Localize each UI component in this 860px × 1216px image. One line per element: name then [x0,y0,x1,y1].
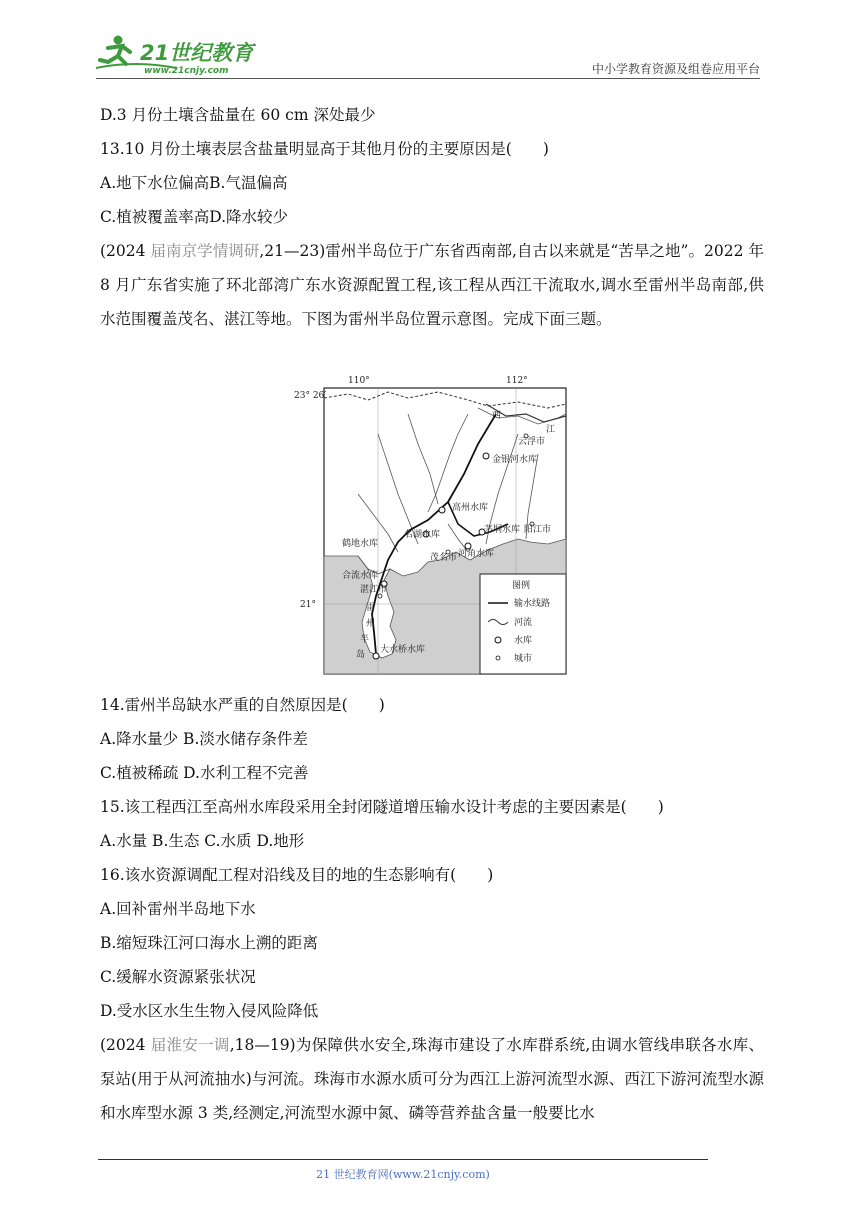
passage-zhuhai [100,1028,764,1130]
label-lugang: 茅垌水库 [484,525,521,535]
footer-link[interactable]: 21 世纪教育网(www.21cnjy.com) [316,1168,490,1181]
label-jiang: 江 [546,425,556,435]
legend-title: 图例 [512,581,531,591]
label-mingshen: 名湖水库 [404,530,441,540]
label-lei-4: 岛 [356,650,366,660]
label-lei-3: 半 [360,635,370,645]
q16-option-a: A.回补雷州半岛地下水 [100,900,256,918]
lat-top: 23° 26′ [294,391,327,401]
passage2-text: ,18—19)为保障供水安全,珠海市建设了水库群系统,由调水管线串联各水库、泵站(用于从河流抽水)与河流。珠海市水源水质可分为西江上游河流型水源、西江下游河流型水源和水库型水源 3 类,经测定,河流型水源中氮、磷等营养盐含量一般要比水 [100,1036,764,1122]
site-logo[interactable] [96,32,266,76]
legend-reservoir: 水库 [514,636,533,646]
q13-options-ab: A.地下水位偏高B.气温偏高 [100,174,288,192]
footer-rule [98,1159,708,1160]
passage-open: (2024 [100,242,146,260]
label-gaozhou: 高州水库 [452,503,489,513]
legend-pipeline: 输水线路 [514,599,551,609]
logo-url: www.21cnjy.com [144,66,229,76]
passage-source: 届南京学情调研 [145,242,260,260]
q12-option-d: D.3 月份土壤含盐量在 60 cm 深处最少 [100,106,376,124]
q14-options-ab: A.降水量少 B.淡水储存条件差 [100,730,308,748]
label-xi: 西 [492,411,502,421]
q13-options-cd: C.植被覆盖率高D.降水较少 [100,208,289,226]
lat-21: 21° [300,600,316,610]
label-lei-1: 雷 [366,603,376,613]
passage2-source: 届淮安一调 [145,1036,230,1054]
label-maoming: 茂名市 [430,553,458,563]
page-content-bottom [100,688,764,1130]
label-dashuiqiao: 大水桥水库 [380,645,426,655]
header-rule [96,78,760,79]
q14-stem: 14.雷州半岛缺水严重的自然原因是( ) [100,696,385,714]
page-header [96,28,760,80]
map-legend [480,574,566,674]
label-hedi: 鹤地水库 [342,539,379,549]
logo-text: 21世纪教育 [140,41,254,65]
q16-stem: 16.该水资源调配工程对沿线及目的地的生态影响有( ) [100,866,494,884]
lon-112: 112° [506,376,528,386]
label-jinyin: 金银河水库 [492,455,538,465]
passage-text: ,21—23)雷州半岛位于广东省西南部,自古以来就是“苦旱之地”。2022 年 8 月广东省实施了环北部湾广东水资源配置工程,该工程从西江干流取水,调水至雷州半岛南部,供水范围覆盖茂名、湛江等地。下图为雷州半岛位置示意图。完成下面三题。 [100,242,764,328]
legend-river: 河流 [514,618,533,628]
label-zhanjiang: 湛江市 [360,585,388,595]
q16-option-d: D.受水区水生生物入侵风险降低 [100,1002,319,1020]
q14-options-cd: C.植被稀疏 D.水利工程不完善 [100,764,309,782]
lon-110: 110° [348,376,370,386]
label-yunfu: 云浮市 [518,437,546,447]
passage-leizhou [100,234,764,336]
leizhou-map [294,374,572,676]
q16-option-c: C.缓解水资源紧张状况 [100,968,256,986]
label-lei-2: 州 [366,619,376,629]
platform-label: 中小学教育资源及组卷应用平台 [591,62,760,76]
label-hejiao: 河角水库 [458,549,495,559]
page-content-top [100,98,764,336]
q13-stem: 13.10 月份土壤表层含盐量明显高于其他月份的主要原因是( ) [100,140,549,158]
legend-city: 城市 [514,654,533,664]
q15-stem: 15.该工程西江至高州水库段采用全封闭隧道增压输水设计考虑的主要因素是( ) [100,798,664,816]
passage2-open: (2024 [100,1036,146,1054]
q16-option-b: B.缩短珠江河口海水上溯的距离 [100,934,318,952]
q15-options: A.水量 B.生态 C.水质 D.地形 [100,832,305,850]
label-heliu: 合流水库 [342,571,379,581]
label-yangjiang: 阳江市 [524,525,552,535]
